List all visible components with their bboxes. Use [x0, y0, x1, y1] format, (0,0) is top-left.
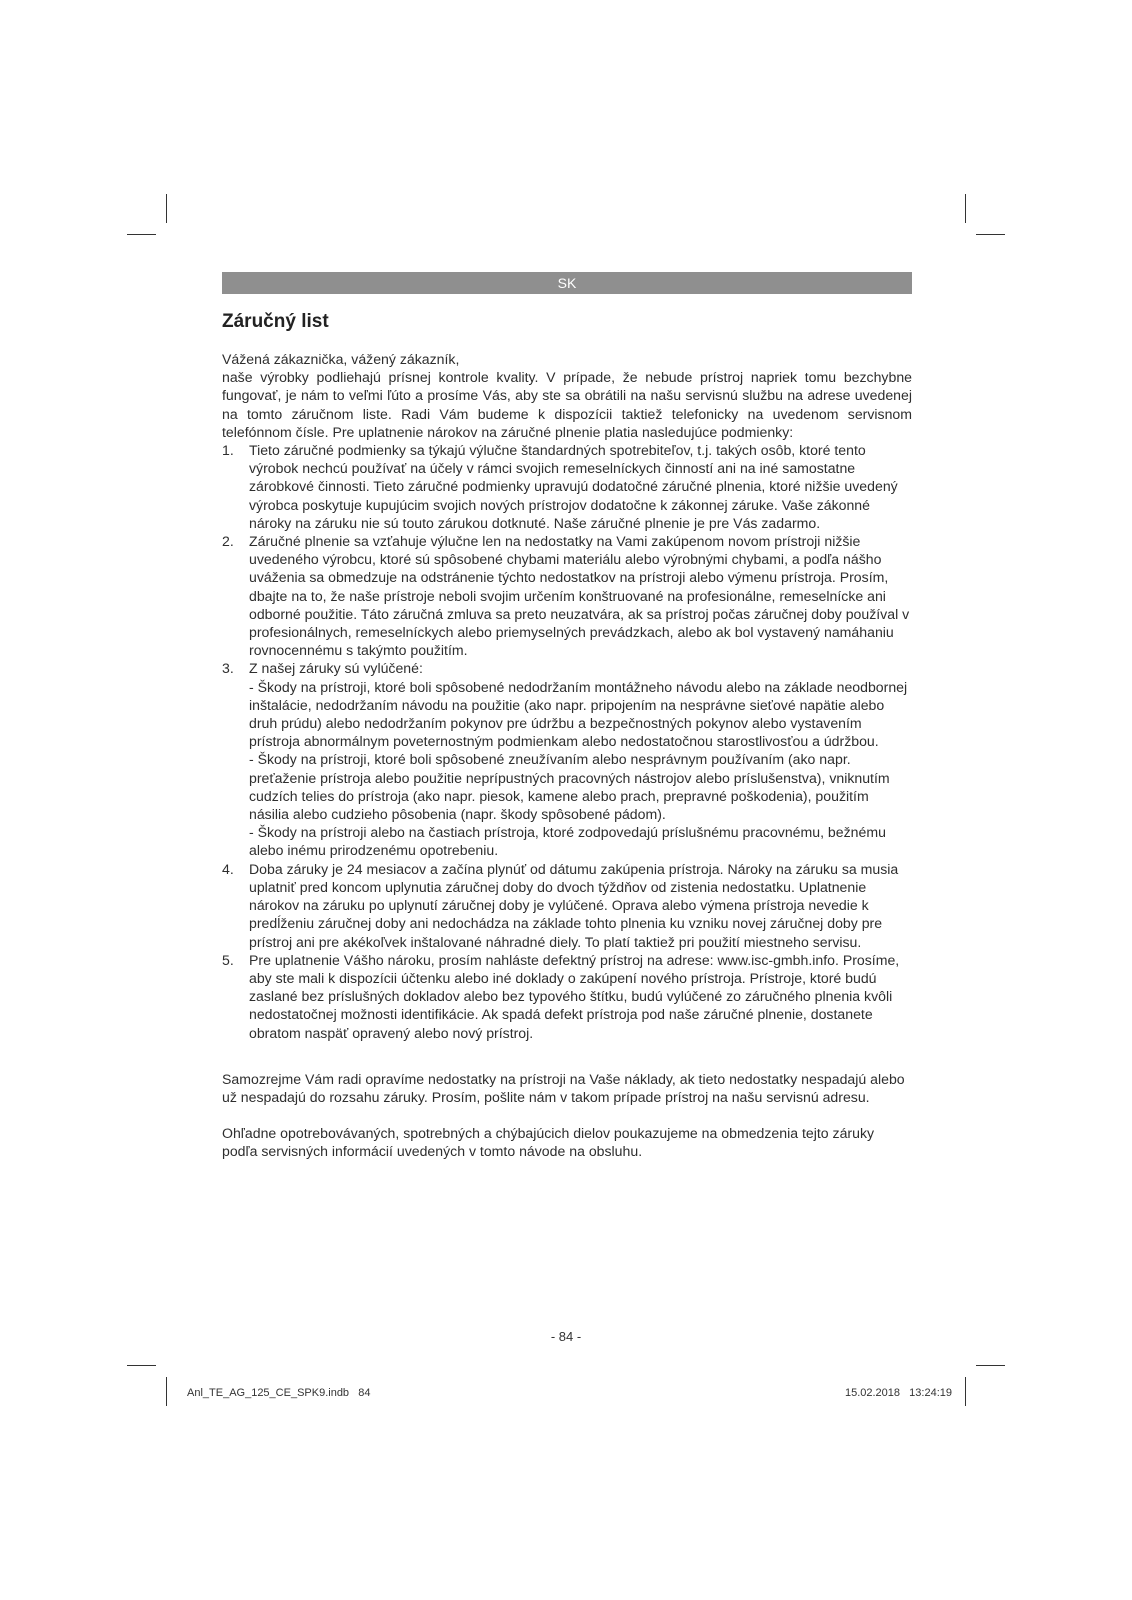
footer-filename: Anl_TE_AG_125_CE_SPK9.indb 84 [187, 1387, 371, 1399]
condition-item [222, 951, 912, 1042]
condition-item [222, 860, 912, 951]
intro-paragraph: naše výrobky podliehajú prísnej kontrole kvality. V prípade, že nebude prístroj napriek tomu bezchybne fungovať, je nám to veľmi ľúto a prosíme Vás, aby ste sa obrátili na našu servisnú službu na adrese uvedenej na tomto záručnom liste. Radi Vám budeme k dispozícii taktiež telefonicky na uvedenom servisnom telefónnom čísle. Pre uplatnenie nárokov na záručné plnenie platia nasledujúce podmienky: [222, 369, 912, 440]
page-title: Záručný list [222, 311, 329, 332]
footer-timestamp: 15.02.2018 13:24:19 [844, 1387, 952, 1399]
closing-paragraph-repairs: Samozrejme Vám radi opravíme nedostatky na prístroji na Vaše náklady, ak tieto nedostatky nespadajú alebo už nespadajú do rozsahu záruky. Prosím, pošlite nám v takom prípade prístroj na našu servisnú adresu. [222, 1070, 905, 1105]
condition-text: Záručné plnenie sa vzťahuje výlučne len na nedostatky na Vami zakúpenom novom prístroji nižšie uvedeného výrobcu, ktoré sú spôsobené chybami materiálu alebo výrobnými chybami, a podľa nášho uváženia sa obmedzuje na odstránenie týchto nedostatkov na prístroji alebo výmenu prístroja. Prosím, dbajte na to, že naše prístroje neboli svojim určením konštruované na profesionálne, remeselnícke ani odborné použitie. Táto záručná zmluva sa preto neuzatvára, ak sa prístroj počas záručnej doby používal v profesionálnych, remeselníckych alebo priemyselných prevádzkach, alebo ak bol vystavený namáhaniu rovnocennému s takýmto použitím. [249, 533, 910, 659]
condition-item [222, 532, 912, 659]
condition-number: 3. [222, 660, 234, 677]
language-header-bar [222, 272, 912, 294]
warranty-body [222, 350, 912, 1161]
exclusion-item: - Škody na prístroji, ktoré boli spôsobené zneužívaním alebo nesprávnym používaním (ako napr. preťaženie prístroja alebo použitie neprípustných pracovných nástrojov alebo príslušenstva), vniknutím cudzích telies do prístroja (ako napr. piesok, kamene alebo prach, prepravné poškodenia), použitím násilia alebo cudzieho pôsobenia (napr. škody spôsobené pádom). [249, 751, 890, 823]
condition-text: Tieto záručné podmienky sa týkajú výlučne štandardných spotrebiteľov, t.j. takých osôb, ktoré tento výrobok nechcú používať na účely v rámci svojich remeselníckych činností ani na iné samostatne zárobkové činnosti. Tieto záručné podmienky upravujú dodatočné záručné plnenia, ktoré nižšie uvedený výrobca poskytuje kupujúcim svojich nových prístrojov dodatočne k zákonnej záruke. Vaše zákonné nároky na záruku nie sú touto zárukou dotknuté. Naše záručné plnenie je pre Vás zadarmo. [249, 442, 898, 531]
crop-mark-top-left-h [127, 234, 156, 235]
crop-mark-bottom-right-h [976, 1365, 1005, 1366]
condition-text: Pre uplatnenie Vášho nároku, prosím nahláste defektný prístroj na adrese: www.isc-gmbh.info. Prosíme, aby ste mali k dispozícii účtenku alebo iné doklady o zakúpení nového prístroja. Prístroje, ktoré budú zaslané bez príslušných dokladov alebo bez typového štítku, budú vylúčené zo záručného plnenia kvôli nedostatočnej možnosti identifikácie. Ak spadá defekt prístroja pod naše záručné plnenie, dostanete obratom naspäť opravený alebo nový prístroj. [249, 951, 900, 1041]
crop-mark-bottom-left [166, 1377, 167, 1406]
condition-number: 2. [222, 533, 234, 550]
condition-text: Z našej záruky sú vylúčené: [249, 660, 423, 677]
condition-item [222, 441, 912, 532]
closing-paragraph-parts: Ohľadne opotrebovávaných, spotrebných a chýbajúcich dielov poukazujeme na obmedzenia tejto záruky podľa servisných informácií uvedených v tomto návode na obsluhu. [222, 1125, 875, 1160]
condition-item [222, 659, 912, 859]
page-number: - 84 - [550, 1329, 582, 1344]
condition-number: 4. [222, 860, 234, 877]
crop-mark-top-right [965, 194, 966, 223]
crop-mark-top-right-h [976, 234, 1005, 235]
condition-number: 1. [222, 442, 234, 459]
condition-number: 5. [222, 951, 234, 968]
crop-mark-bottom-right [965, 1377, 966, 1406]
language-label: SK [557, 275, 577, 291]
condition-text: Doba záruky je 24 mesiacov a začína plynúť od dátumu zakúpenia prístroja. Nároky na záruku sa musia uplatniť pred koncom uplynutia záručnej doby do dvoch týždňov od zistenia nedostatku. Uplatnenie nárokov na záruku po uplynutí záručnej doby je vylúčené. Oprava alebo výmena prístroja nevedie k predĺženiu záručnej doby ani nedochádza na základe tohto plnenia ku vzniku novej záručnej doby pre prístroj ani pre akékoľvek inštalované náhradné diely. To platí taktiež pri použití miestneho servisu. [249, 860, 899, 950]
crop-mark-top-left [166, 194, 167, 223]
exclusion-item: - Škody na prístroji, ktoré boli spôsobené nedodržaním montážneho návodu alebo na základe neodbornej inštalácie, nedodržaním návodu na použitie (ako napr. pripojením na nesprávne sieťové napätie alebo druh prúdu) alebo nedodržaním pokynov pre údržbu a bezpečnostných pokynov alebo vystavením prístroja abnormálnym poveternostným podmienkam alebo nedostatočnou starostlivosťou a údržbou. [249, 678, 908, 750]
conditions-list [222, 441, 912, 1042]
exclusion-item: - Škody na prístroji alebo na častiach prístroja, ktoré zodpovedajú príslušnému pracovnému, bežnému alebo inému prirodzenému opotrebeniu. [249, 824, 886, 859]
crop-mark-bottom-left-h [127, 1365, 156, 1366]
greeting: Vážená zákaznička, vážený zákazník, [222, 351, 460, 367]
